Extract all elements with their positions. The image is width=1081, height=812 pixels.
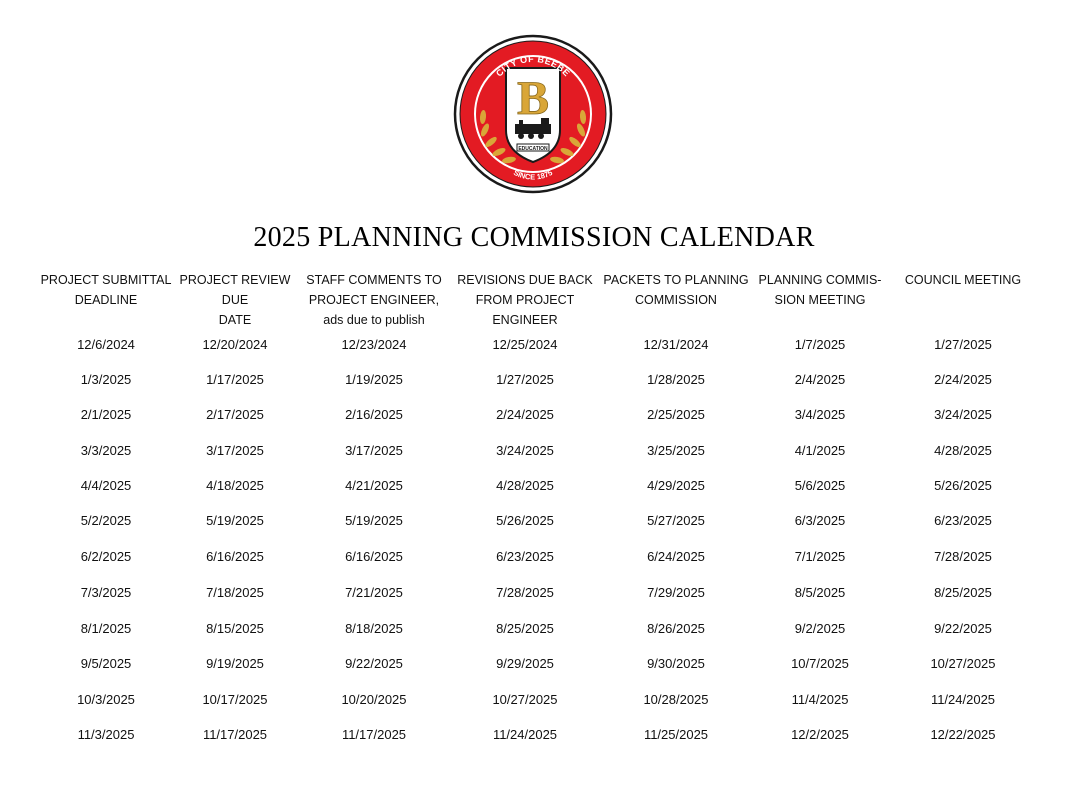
table-cell: 4/28/2025 <box>934 443 992 458</box>
table-cell: 6/24/2025 <box>647 549 705 564</box>
table-cell: 3/3/2025 <box>80 443 132 458</box>
seal-bottom-text: SINCE 1875 <box>512 167 554 182</box>
table-cell: 11/17/2025 <box>341 727 407 742</box>
column-header: PACKETS TO PLANNING COMMISSION <box>603 273 749 307</box>
table-cell: 12/31/2024 <box>643 337 709 352</box>
table-cell: 2/16/2025 <box>345 407 403 422</box>
table-cell: 11/17/2025 <box>202 727 268 742</box>
table-cell: 12/20/2024 <box>202 337 268 352</box>
table-cell: 8/25/2025 <box>496 621 554 636</box>
table-cell: 7/28/2025 <box>934 549 992 564</box>
table-cell: 4/4/2025 <box>80 478 132 493</box>
table-cell: 9/5/2025 <box>80 656 132 671</box>
table-cell: 8/25/2025 <box>934 585 992 600</box>
table-cell: 7/1/2025 <box>794 549 846 564</box>
column-header: PLANNING COMMIS- SION MEETING <box>758 273 882 307</box>
table-cell: 9/19/2025 <box>206 656 264 671</box>
table-cell: 7/21/2025 <box>345 585 403 600</box>
table-cell: 9/2/2025 <box>794 621 846 636</box>
table-cell: 8/18/2025 <box>345 621 403 636</box>
table-cell: 10/28/2025 <box>643 692 709 707</box>
table-cell: 11/25/2025 <box>643 727 709 742</box>
table-cell: 2/4/2025 <box>794 372 846 387</box>
table-cell: 3/24/2025 <box>934 407 992 422</box>
table-cell: 3/17/2025 <box>345 443 403 458</box>
column-header: COUNCIL MEETING <box>904 273 1022 287</box>
table-cell: 6/16/2025 <box>206 549 264 564</box>
table-cell: 2/24/2025 <box>934 372 992 387</box>
table-cell: 12/2/2025 <box>791 727 849 742</box>
column-header: PROJECT REVIEW DUE DATE <box>179 273 291 327</box>
table-cell: 4/29/2025 <box>647 478 705 493</box>
table-cell: 7/28/2025 <box>496 585 554 600</box>
table-cell: 1/3/2025 <box>80 372 132 387</box>
table-cell: 6/3/2025 <box>794 513 846 528</box>
table-cell: 5/26/2025 <box>934 478 992 493</box>
table-cell: 4/18/2025 <box>206 478 264 493</box>
page-title: 2025 PLANNING COMMISSION CALENDAR <box>253 222 815 253</box>
table-cell: 2/17/2025 <box>206 407 264 422</box>
city-seal-logo <box>451 34 615 194</box>
table-cell: 2/25/2025 <box>647 407 705 422</box>
table-cell: 9/22/2025 <box>345 656 403 671</box>
table-cell: 1/19/2025 <box>345 372 403 387</box>
table-cell: 1/27/2025 <box>496 372 554 387</box>
table-cell: 8/5/2025 <box>794 585 846 600</box>
table-cell: 5/26/2025 <box>496 513 554 528</box>
table-cell: 1/17/2025 <box>206 372 264 387</box>
table-cell: 11/3/2025 <box>77 727 135 742</box>
table-cell: 8/15/2025 <box>206 621 264 636</box>
table-cell: 6/23/2025 <box>496 549 554 564</box>
column-header: PROJECT SUBMITTAL DEADLINE <box>40 273 172 307</box>
table-cell: 5/19/2025 <box>345 513 403 528</box>
seal-top-text: CITY OF BEEBE <box>493 53 573 79</box>
column-header: REVISIONS DUE BACK FROM PROJECT ENGINEER <box>457 273 593 327</box>
table-cell: 5/6/2025 <box>794 478 846 493</box>
table-cell: 3/24/2025 <box>496 443 554 458</box>
table-cell: 12/22/2025 <box>930 727 996 742</box>
table-cell: 10/27/2025 <box>492 692 558 707</box>
table-cell: 12/23/2024 <box>341 337 407 352</box>
table-cell: 9/22/2025 <box>934 621 992 636</box>
table-cell: 1/27/2025 <box>934 337 992 352</box>
table-cell: 6/16/2025 <box>345 549 403 564</box>
table-cell: 2/1/2025 <box>80 407 132 422</box>
seal-graphic <box>451 34 615 194</box>
table-cell: 7/3/2025 <box>80 585 132 600</box>
table-cell: 5/27/2025 <box>647 513 705 528</box>
table-cell: 11/24/2025 <box>930 692 996 707</box>
table-cell: 1/28/2025 <box>647 372 705 387</box>
table-cell: 11/4/2025 <box>791 692 849 707</box>
table-cell: 4/21/2025 <box>345 478 403 493</box>
table-cell: 5/19/2025 <box>206 513 264 528</box>
table-cell: 8/1/2025 <box>80 621 132 636</box>
table-cell: 3/25/2025 <box>647 443 705 458</box>
table-cell: 5/2/2025 <box>80 513 132 528</box>
table-cell: 3/4/2025 <box>794 407 846 422</box>
table-cell: 10/7/2025 <box>791 656 849 671</box>
seal-monogram: B <box>516 72 550 125</box>
table-cell: 9/30/2025 <box>647 656 705 671</box>
table-cell: 9/29/2025 <box>496 656 554 671</box>
table-cell: 6/2/2025 <box>80 549 132 564</box>
table-cell: 7/18/2025 <box>206 585 264 600</box>
table-cell: 3/17/2025 <box>206 443 264 458</box>
column-header: STAFF COMMENTS TO PROJECT ENGINEER, ads due to publish <box>306 273 442 327</box>
table-cell: 1/7/2025 <box>794 337 846 352</box>
table-cell: 12/6/2024 <box>77 337 135 352</box>
table-cell: 7/29/2025 <box>647 585 705 600</box>
table-cell: 12/25/2024 <box>492 337 558 352</box>
table-cell: 10/27/2025 <box>930 656 996 671</box>
table-cell: 2/24/2025 <box>496 407 554 422</box>
table-cell: 4/28/2025 <box>496 478 554 493</box>
table-cell: 10/3/2025 <box>77 692 135 707</box>
table-cell: 11/24/2025 <box>492 727 558 742</box>
table-cell: 8/26/2025 <box>647 621 705 636</box>
table-cell: 4/1/2025 <box>794 443 846 458</box>
seal-ribbon-text: EDUCATION <box>518 146 548 152</box>
table-cell: 10/20/2025 <box>341 692 407 707</box>
table-cell: 6/23/2025 <box>934 513 992 528</box>
table-cell: 10/17/2025 <box>202 692 268 707</box>
